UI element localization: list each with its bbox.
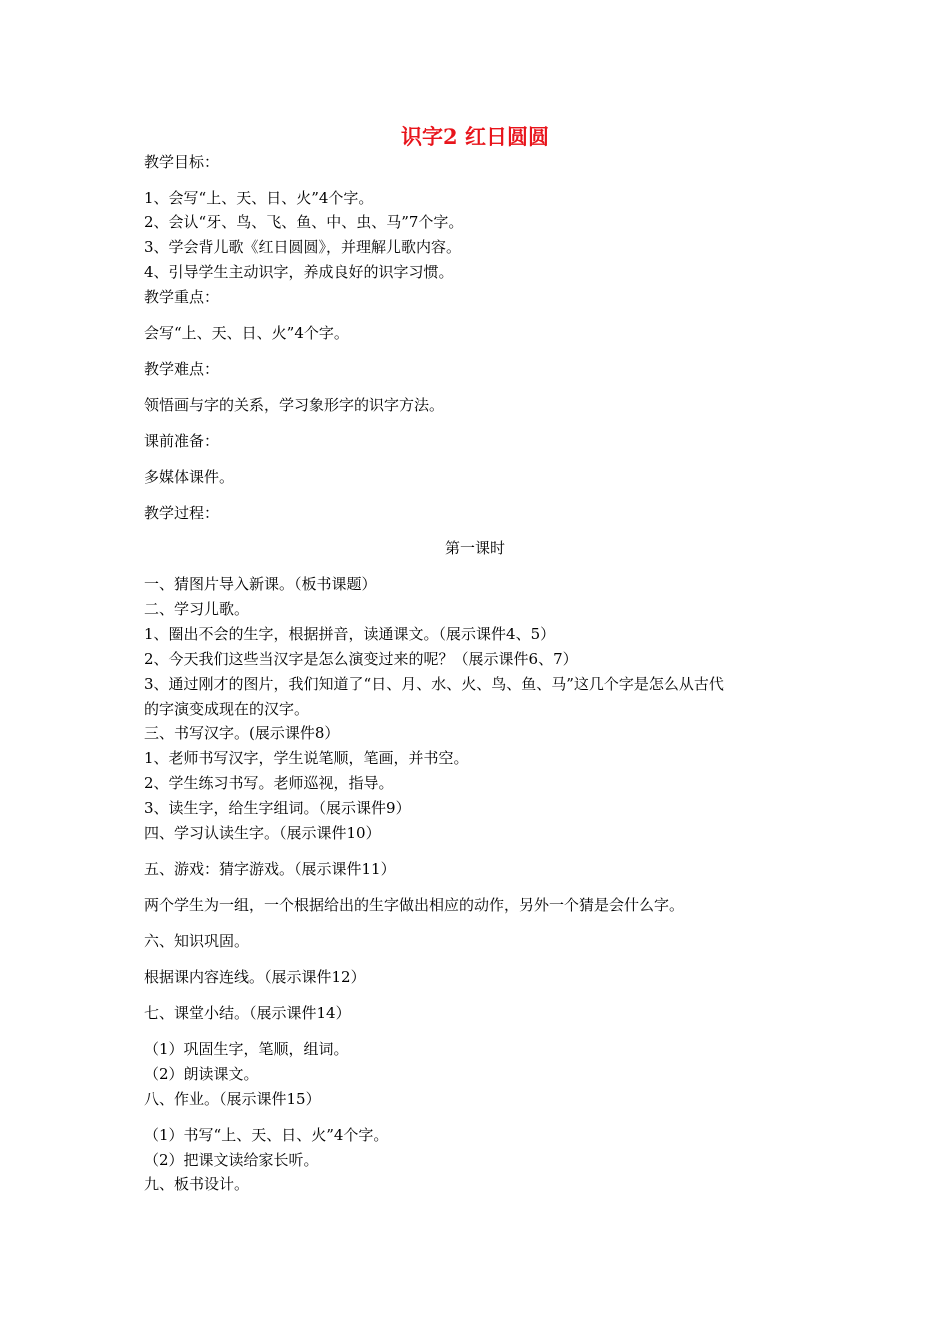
step-item: 六、知识巩固。 (144, 932, 250, 950)
paragraph: 根据课内容连线。（展示课件12） (144, 968, 366, 986)
step-item: 八、作业。（展示课件15） (144, 1090, 321, 1108)
section-heading-key-points: 教学重点： (144, 288, 220, 306)
lesson-period-heading: 第一课时 (444, 539, 505, 557)
sub-item: （2）把课文读给家长听。 (144, 1151, 319, 1169)
step-item: 1、老师书写汉字，学生说笔顺，笔画，并书空。 (144, 749, 469, 767)
objective-item: 2、会认“牙、鸟、飞、鱼、中、虫、马”7个字。 (144, 213, 464, 231)
step-item: 九、板书设计。 (144, 1175, 250, 1193)
step-item: 2、学生练习书写。老师巡视，指导。 (144, 774, 394, 792)
step-item: 一、猜图片导入新课。（板书课题） (144, 575, 377, 593)
step-item: 3、通过刚才的图片，我们知道了“日、月、水、火、鸟、鱼、马”这几个字是怎么从古代 (144, 675, 724, 693)
objective-item: 1、会写“上、天、日、火”4个字。 (144, 189, 374, 207)
objective-item: 3、学会背儿歌《红日圆圆》，并理解儿歌内容。 (144, 238, 462, 256)
step-item: 2、今天我们这些当汉字是怎么演变过来的呢？（展示课件6、7） (144, 650, 578, 668)
step-item: 五、游戏：猜字游戏。（展示课件11） (144, 860, 396, 878)
step-item: 四、学习认读生字。（展示课件10） (144, 824, 381, 842)
section-heading-preparation: 课前准备： (144, 432, 220, 450)
section-heading-process: 教学过程： (144, 504, 220, 522)
step-item: 3、读生字，给生字组词。（展示课件9） (144, 799, 411, 817)
objective-item: 4、引导学生主动识字，养成良好的识字习惯。 (144, 263, 454, 281)
paragraph: 会写“上、天、日、火”4个字。 (144, 324, 349, 342)
step-item: 七、课堂小结。（展示课件14） (144, 1004, 351, 1022)
step-item: 1、圈出不会的生字，根据拼音，读通课文。（展示课件4、5） (144, 625, 556, 643)
paragraph: 领悟画与字的关系，学习象形字的识字方法。 (144, 396, 445, 414)
sub-item: （1）书写“上、天、日、火”4个字。 (144, 1126, 389, 1144)
sub-item: （2）朗读课文。 (144, 1065, 259, 1083)
section-heading-objectives: 教学目标： (144, 153, 220, 171)
page-title: 识字2 红日圆圆 (401, 124, 549, 149)
step-item: 的字演变成现在的汉字。 (144, 700, 310, 718)
step-item: 三、书写汉字。(展示课件8） (144, 724, 340, 742)
section-heading-difficulties: 教学难点： (144, 360, 220, 378)
paragraph: 两个学生为一组，一个根据给出的生字做出相应的动作，另外一个猜是会什么字。 (144, 896, 685, 914)
sub-item: （1）巩固生字，笔顺，组词。 (144, 1040, 349, 1058)
paragraph: 多媒体课件。 (144, 468, 235, 486)
step-item: 二、学习儿歌。 (144, 600, 250, 618)
